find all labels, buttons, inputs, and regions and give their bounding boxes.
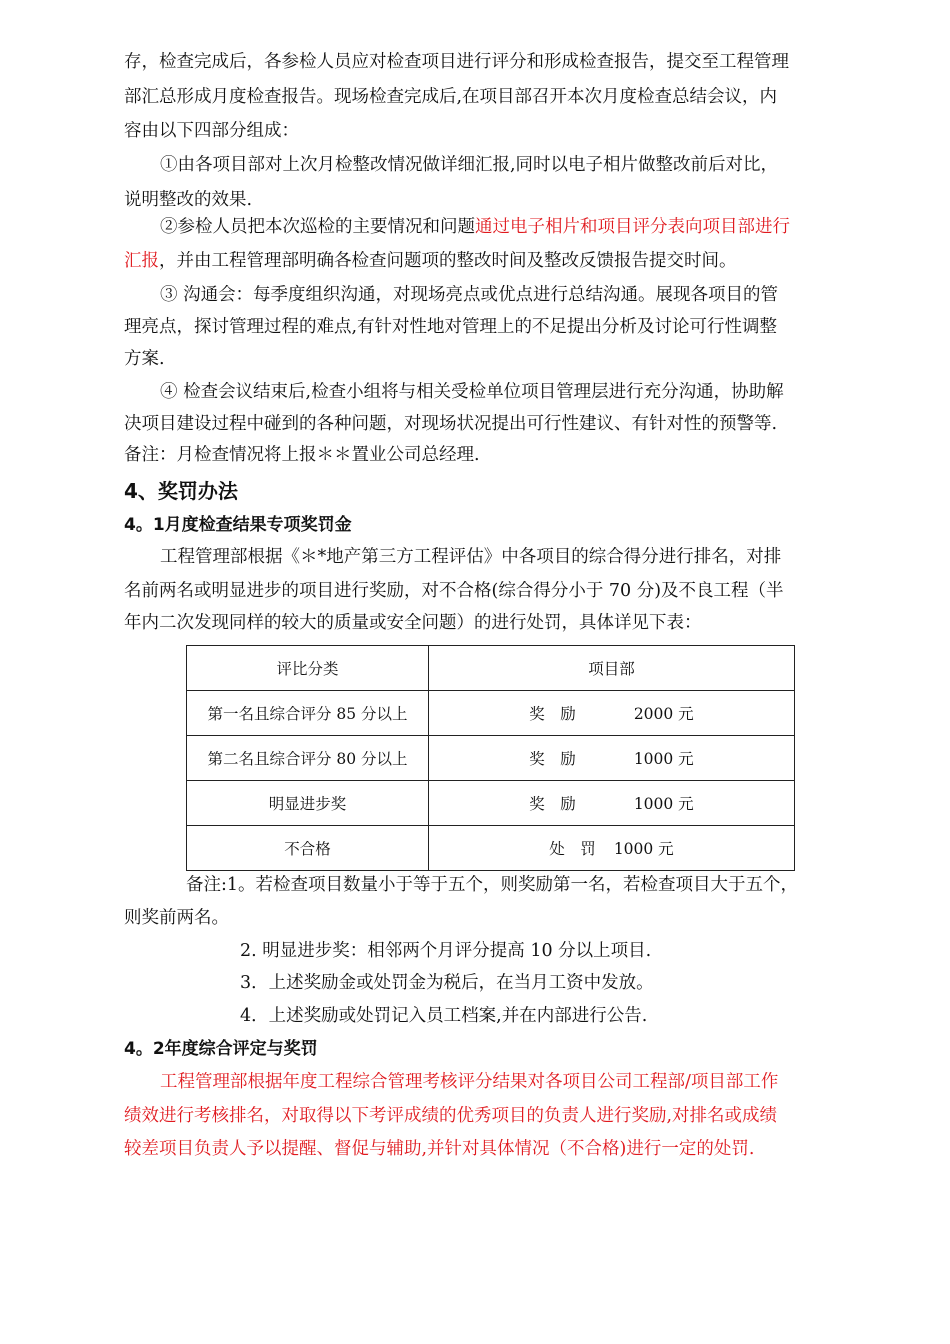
- reward-penalty-table: [186, 645, 795, 871]
- row-amount: 1000 元: [613, 840, 674, 858]
- row-outcome: [429, 781, 795, 826]
- section-4-2-para-line-3: 较差项目负责人予以提醒、督促与辅助,并针对具体情况（不合格)进行一定的处罚.: [124, 1139, 755, 1159]
- section-4-1-para-line-1: 工程管理部根据《＊*地产第三方工程评估》中各项目的综合得分进行排名，对排: [160, 547, 782, 567]
- row-action: 奖 励: [529, 705, 576, 723]
- item-4-line-1: ④ 检查会议结束后,检查小组将与相关受检单位项目管理层进行充分沟通，协助解: [160, 382, 784, 402]
- item-2-text-cont: ，并由工程管理部明确各检查问题项的整改时间及整改反馈报告提交时间。: [159, 251, 737, 271]
- item-3-line-3: 方案.: [124, 349, 165, 369]
- row-outcome: [429, 736, 795, 781]
- row-outcome: [429, 826, 795, 871]
- table-row: [187, 691, 795, 736]
- intro-line-1: 存，检查完成后，各参检人员应对检查项目进行评分和形成检查报告，提交至工程管理: [124, 52, 789, 72]
- row-category: 明显进步奖: [187, 781, 429, 826]
- item-3-line-2: 理亮点，探讨管理过程的难点,有针对性地对管理上的不足提出分析及讨论可行性调整: [124, 317, 778, 337]
- header-project-dept: 项目部: [429, 646, 795, 691]
- intro-line-2: 部汇总形成月度检查报告。现场检查完成后,在项目部召开本次月度检查总结会议，内: [124, 87, 778, 107]
- row-amount: 2000 元: [633, 705, 694, 723]
- row-category: 第一名且综合评分 85 分以上: [187, 691, 429, 736]
- header-category: 评比分类: [187, 646, 429, 691]
- row-outcome: [429, 691, 795, 736]
- table-row: [187, 781, 795, 826]
- section-4-1-para-line-3: 年内二次发现同样的较大的质量或安全问题）的进行处罚，具体详见下表：: [124, 613, 702, 633]
- section-4-heading: 4、奖罚办法: [124, 479, 238, 503]
- section-4-1-heading: 4。1月度检查结果专项奖罚金: [124, 515, 352, 535]
- row-action: 处 罚: [549, 840, 596, 858]
- item-2-highlight: 通过电子相片和项目评分表向项目部进行: [475, 217, 790, 237]
- remark-2: 2. 明显进步奖：相邻两个月评分提高 10 分以上项目.: [240, 941, 652, 961]
- item-4-line-2: 决项目建设过程中碰到的各种问题，对现场状况提出可行性建议、有针对性的预警等.: [124, 414, 778, 434]
- section-4-1-para-line-2: 名前两名或明显进步的项目进行奖励，对不合格(综合得分小于 70 分)及不良工程（半: [124, 581, 784, 601]
- section-4-2-para-line-2: 绩效进行考核排名，对取得以下考评成绩的优秀项目的负责人进行奖励,对排名或成绩: [124, 1106, 778, 1126]
- item-2-line-2: [124, 249, 737, 273]
- remark-1-line-2: 则奖前两名。: [124, 908, 229, 928]
- table-row: [187, 826, 795, 871]
- row-amount: 1000 元: [633, 795, 694, 813]
- row-action: 奖 励: [529, 795, 576, 813]
- remark-3: 3．上述奖励金或处罚金为税后，在当月工资中发放。: [240, 973, 654, 993]
- monthly-note: 备注：月检查情况将上报＊＊置业公司总经理.: [124, 445, 480, 465]
- intro-line-3: 容由以下四部分组成：: [124, 121, 299, 141]
- remark-1-line-1: 备注:1。若检查项目数量小于等于五个，则奖励第一名，若检查项目大于五个，: [186, 875, 799, 895]
- section-4-2-heading: 4。2年度综合评定与奖罚: [124, 1039, 318, 1059]
- row-action: 奖 励: [529, 750, 576, 768]
- item-2-highlight-cont: 汇报: [124, 251, 159, 271]
- item-2-line-1: [160, 215, 790, 239]
- item-2-text: ②参检人员把本次巡检的主要情况和问题: [160, 217, 475, 237]
- item-1-line-2: 说明整改的效果.: [124, 190, 253, 210]
- section-4-2-para-line-1: 工程管理部根据年度工程综合管理考核评分结果对各项目公司工程部/项目部工作: [160, 1072, 779, 1092]
- table-header-row: [187, 646, 795, 691]
- remark-4: 4．上述奖励或处罚记入员工档案,并在内部进行公告.: [240, 1006, 648, 1026]
- table-row: [187, 736, 795, 781]
- item-3-line-1: ③ 沟通会：每季度组织沟通，对现场亮点或优点进行总结沟通。展现各项目的管: [160, 285, 779, 305]
- row-category: 不合格: [187, 826, 429, 871]
- row-amount: 1000 元: [633, 750, 694, 768]
- row-category: 第二名且综合评分 80 分以上: [187, 736, 429, 781]
- item-1-line-1: ①由各项目部对上次月检整改情况做详细汇报,同时以电子相片做整改前后对比，: [160, 155, 779, 175]
